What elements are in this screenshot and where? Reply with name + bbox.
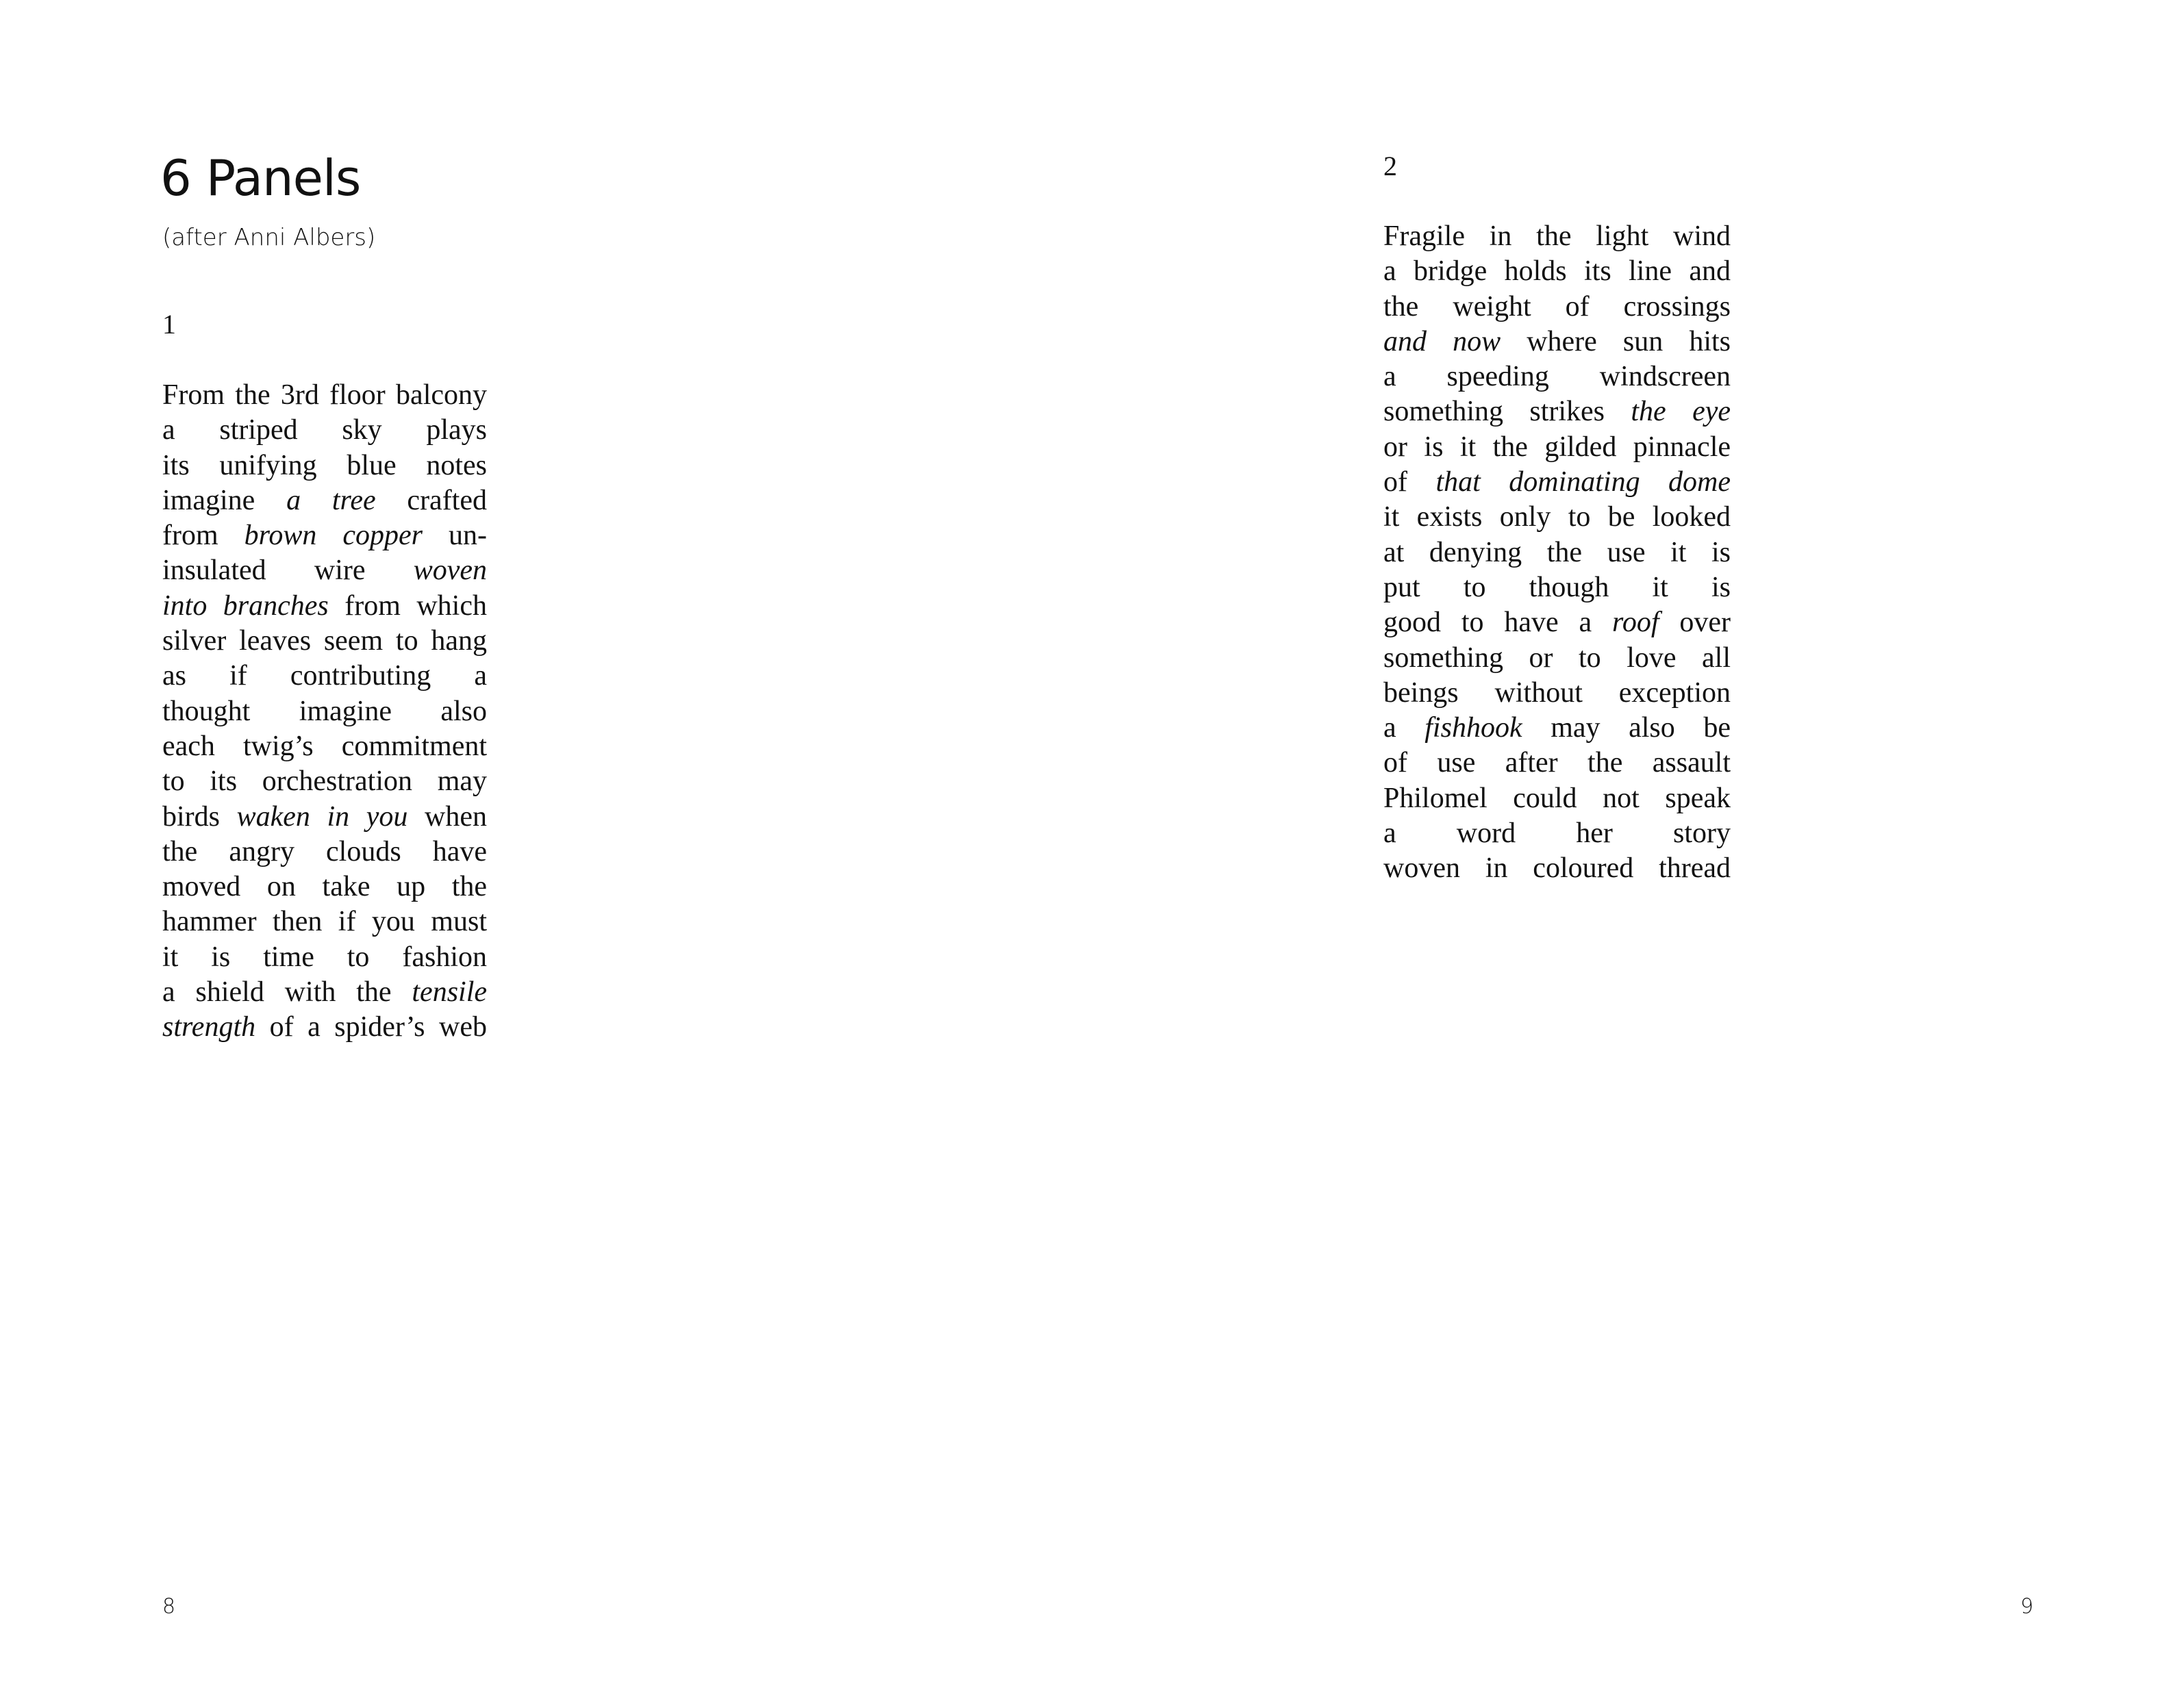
poem-title: 6 Panels [160,149,361,207]
poem-section-2 [1383,219,1731,887]
phrase: though it is [1529,571,1731,603]
phrase: a word [1383,818,1516,850]
italic-phrase: brown copper [244,520,423,552]
poem-line [162,729,487,764]
phrase: of [1383,466,1407,498]
phrase: hammer then if you must [162,906,487,938]
phrase: take up the [322,871,488,903]
phrase: in coloured [1485,852,1634,885]
poem-line [1383,535,1731,570]
phrase: denying [1429,536,1522,568]
phrase: at [1383,536,1405,568]
italic-phrase: that dominating dome [1435,466,1731,498]
phrase: a bridge holds its line [1383,255,1672,288]
phrase: From the 3rd floor balcony [162,379,487,411]
phrase: plays [426,414,488,446]
poem-line [162,904,487,939]
italic-phrase: roof [1612,607,1659,639]
poem-line [1383,465,1731,500]
poem-line [1383,219,1731,254]
phrase: contributing [290,660,431,692]
poem-line [162,589,487,624]
poem-line [162,518,487,553]
poem-line [162,448,487,483]
phrase: something or [1383,642,1553,674]
poem-subtitle: (after Anni Albers) [162,224,376,251]
phrase: not speak [1603,782,1731,814]
italic-phrase: strength [162,1011,256,1043]
poem-line [162,870,487,904]
page-number-left: 8 [162,1595,176,1619]
phrase: when [425,800,488,833]
italic-phrase: a tree [286,484,376,516]
phrase: put to [1383,571,1486,603]
phrase: it is [162,941,231,973]
phrase: of use [1383,747,1476,779]
phrase: imagine also [299,695,487,727]
phrase: from which [344,590,487,622]
phrase: the weight [1383,290,1531,322]
poem-section-1 [162,378,487,1046]
phrase: Fragile in the [1383,220,1572,252]
phrase: a [162,414,175,446]
poem-line [1383,781,1731,816]
phrase: insulated [162,555,266,587]
poem-line [1383,851,1731,886]
poem-line [162,975,487,1010]
poem-line [162,764,487,799]
phrase: its unifying [162,449,317,481]
poem-line [162,624,487,659]
phrase: orchestration [262,765,412,798]
phrase: from [162,520,218,552]
phrase: a [1383,712,1396,744]
poem-line [1383,641,1731,676]
poem-line [162,483,487,518]
italic-phrase: woven [413,555,488,587]
poem-line [1383,816,1731,851]
phrase: light [1596,220,1649,252]
phrase: silver leaves seem to hang [162,625,487,657]
phrase: may [437,765,488,798]
phrase: wind [1673,220,1731,252]
phrase: birds [162,800,220,833]
phrase: and [1689,255,1731,288]
phrase: moved on [162,871,296,903]
phrase: have [432,835,488,867]
phrase: un- [449,520,487,552]
phrase: imagine [162,484,255,516]
phrase: crossings [1623,290,1731,322]
poem-line [1383,290,1731,325]
phrase: wire [314,555,366,587]
italic-phrase: tensile [412,976,488,1009]
phrase: it exists only to be looked [1383,501,1731,533]
phrase: something strikes [1383,396,1605,428]
phrase: thread [1659,852,1731,885]
section-number-2: 2 [1383,151,1397,181]
phrase: thought [162,695,251,727]
phrase: her story [1576,818,1731,850]
phrase: the angry clouds [162,835,401,867]
phrase: each twig’s commitment [162,730,487,762]
italic-phrase: and now [1383,325,1501,357]
phrase: a [1579,607,1592,639]
poem-line [162,800,487,835]
page-number-right: 9 [2020,1595,2034,1619]
poem-line [162,413,487,448]
phrase: time [263,941,314,973]
phrase: a [474,660,487,692]
poem-line [162,835,487,870]
phrase: blue notes [347,449,487,481]
phrase: good to have [1383,607,1559,639]
phrase: love all [1627,642,1731,674]
poem-line [1383,605,1731,640]
poem-line [162,378,487,413]
phrase: crafted [407,484,487,516]
poem-line [162,1010,487,1045]
italic-phrase: waken in you [236,800,408,833]
phrase: of a spider’s web [269,1011,487,1043]
phrase: to [347,941,370,973]
poem-line [1383,394,1731,429]
poem-line [1383,570,1731,605]
poem-line [1383,500,1731,535]
phrase: beings without exception [1383,676,1731,709]
poem-line [1383,254,1731,289]
phrase: as if [162,660,247,692]
poem-line [1383,711,1731,746]
phrase: woven [1383,852,1460,885]
phrase: the use it is [1546,536,1731,568]
phrase: or is it the gilded pinnacle [1383,431,1731,463]
phrase: Philomel could [1383,782,1577,814]
phrase: striped sky [219,414,382,446]
poem-line [1383,430,1731,465]
italic-phrase: the eye [1631,396,1731,428]
phrase: a shield [162,976,264,1009]
phrase: to [1579,642,1601,674]
phrase: to its [162,765,238,798]
phrase: of [1565,290,1590,322]
phrase: may also be [1551,712,1731,744]
italic-phrase: into branches [162,590,329,622]
phrase: a speeding windscreen [1383,361,1731,393]
poem-line [1383,359,1731,394]
phrase: fashion [402,941,488,973]
poem-line [1383,325,1731,359]
poem-line [162,940,487,975]
section-number-1: 1 [162,309,176,340]
poem-line [162,694,487,729]
phrase: over [1679,607,1731,639]
phrase: the assault [1587,747,1731,779]
poem-line [1383,746,1731,781]
phrase: where sun hits [1527,325,1731,357]
poem-line [1383,676,1731,711]
italic-phrase: fishhook [1424,712,1522,744]
poem-line [162,553,487,588]
poem-line [162,659,487,694]
phrase: with the [284,976,392,1009]
phrase: after [1505,747,1558,779]
